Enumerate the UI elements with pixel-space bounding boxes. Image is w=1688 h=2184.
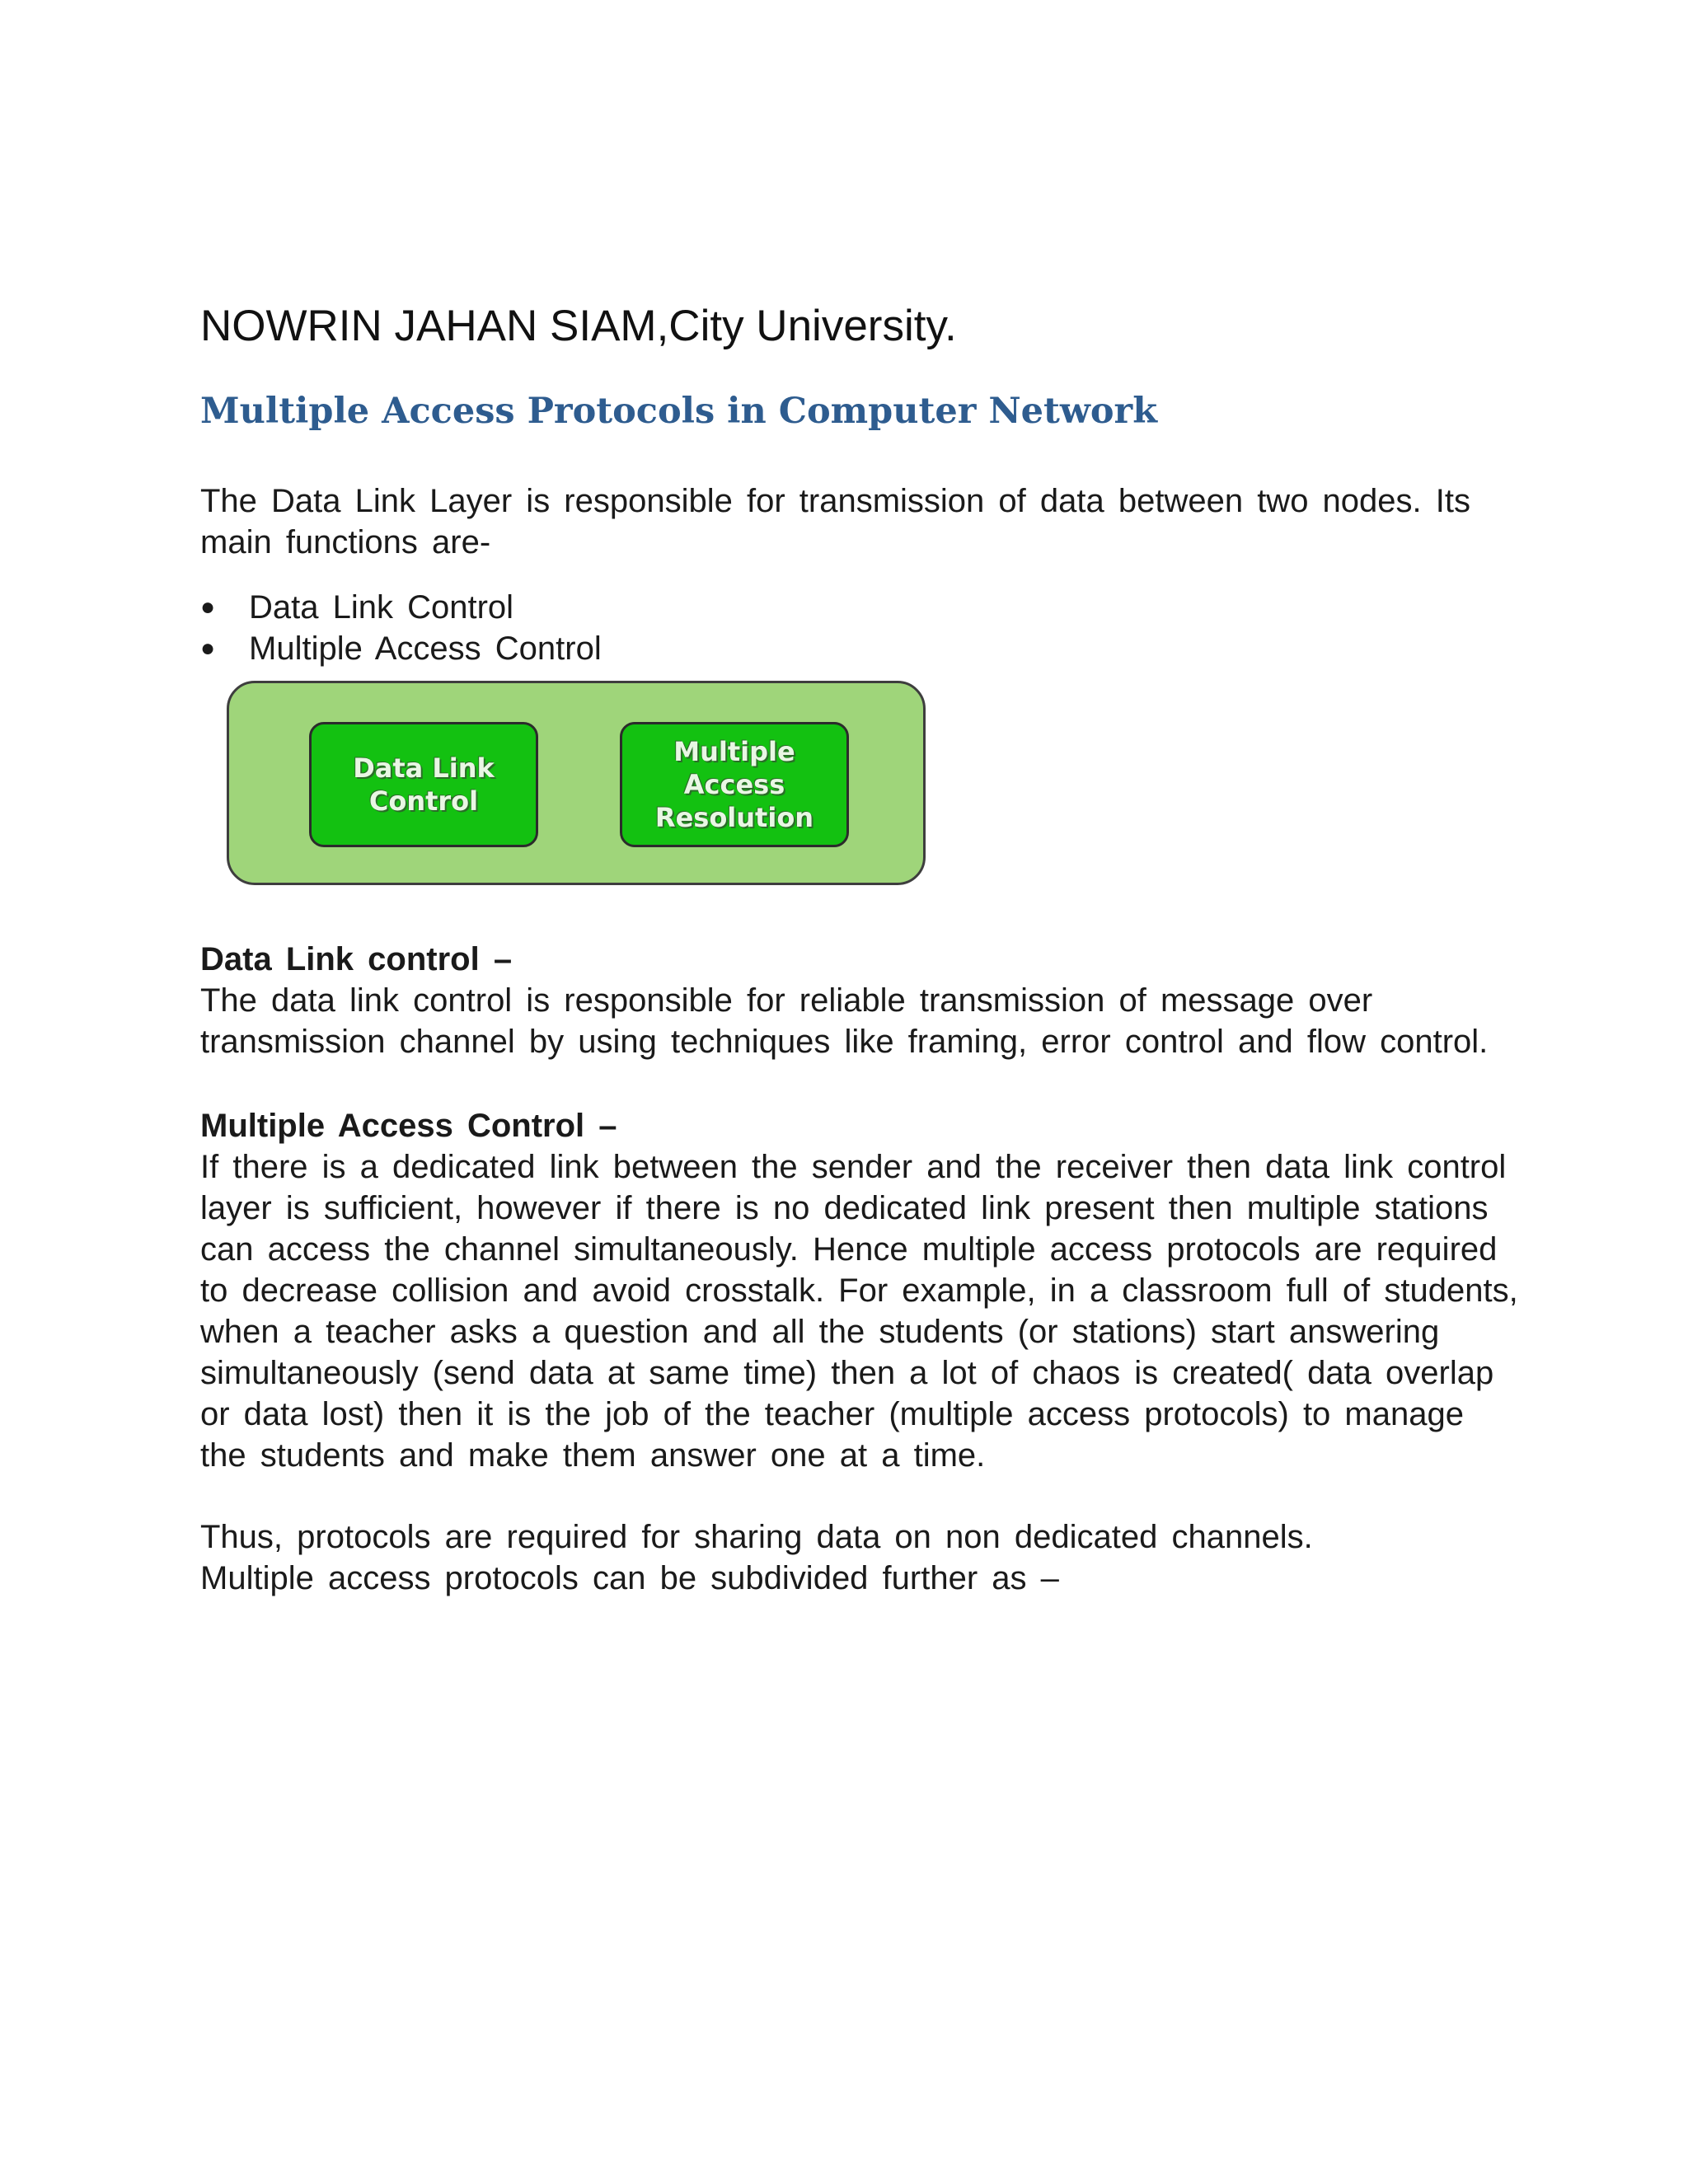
functions-list: [200, 587, 602, 669]
bullet-icon: ●: [200, 635, 216, 662]
author-line: NOWRIN JAHAN SIAM,City University.: [200, 302, 957, 350]
bullet-icon: ●: [200, 593, 216, 621]
section-heading: Data Link control –: [200, 941, 513, 977]
section-body: The data link control is responsible for reliable transmission of message over transmission channel by using techniques like framing, error control and flow control.: [200, 982, 1489, 1060]
diagram-box-multiple-access-resolution: Multiple Access Resolution: [620, 722, 849, 847]
document-title: Multiple Access Protocols in Computer Network: [200, 391, 1157, 432]
section-heading: Multiple Access Control –: [200, 1108, 617, 1144]
list-item: [200, 587, 602, 628]
data-link-layer-diagram: [202, 673, 960, 895]
section-multiple-access-control: [200, 1105, 1519, 1476]
list-item-label: Data Link Control: [249, 589, 514, 626]
closing-line: Thus, protocols are required for sharing data on non dedicated channels.: [200, 1519, 1313, 1555]
list-item: [200, 628, 602, 669]
section-data-link-control: [200, 939, 1519, 1062]
intro-paragraph: The Data Link Layer is responsible for transmission of data between two nodes. Its main functions are-: [200, 483, 1470, 560]
closing-line: Multiple access protocols can be subdivided further as –: [200, 1560, 1059, 1596]
diagram-box-data-link-control: Data Link Control: [309, 722, 538, 847]
list-item-label: Multiple Access Control: [249, 630, 602, 667]
section-body: If there is a dedicated link between the sender and the receiver then data link control layer is sufficient, however if there is no dedicated link present then multiple stations can access the channel simultaneously. Hence multiple access protocols are required to decrease collision and avoid crosstalk. For example, in a classroom full of students, when a teacher asks a question and all the students (or stations) start answering simultaneously (send data at same time) then a lot of chaos is created( data overlap or data lost) then it is the job of the teacher (multiple access protocols) to manage the students and make them answer one at a time.: [200, 1149, 1518, 1474]
closing-paragraph: [200, 1516, 1519, 1599]
